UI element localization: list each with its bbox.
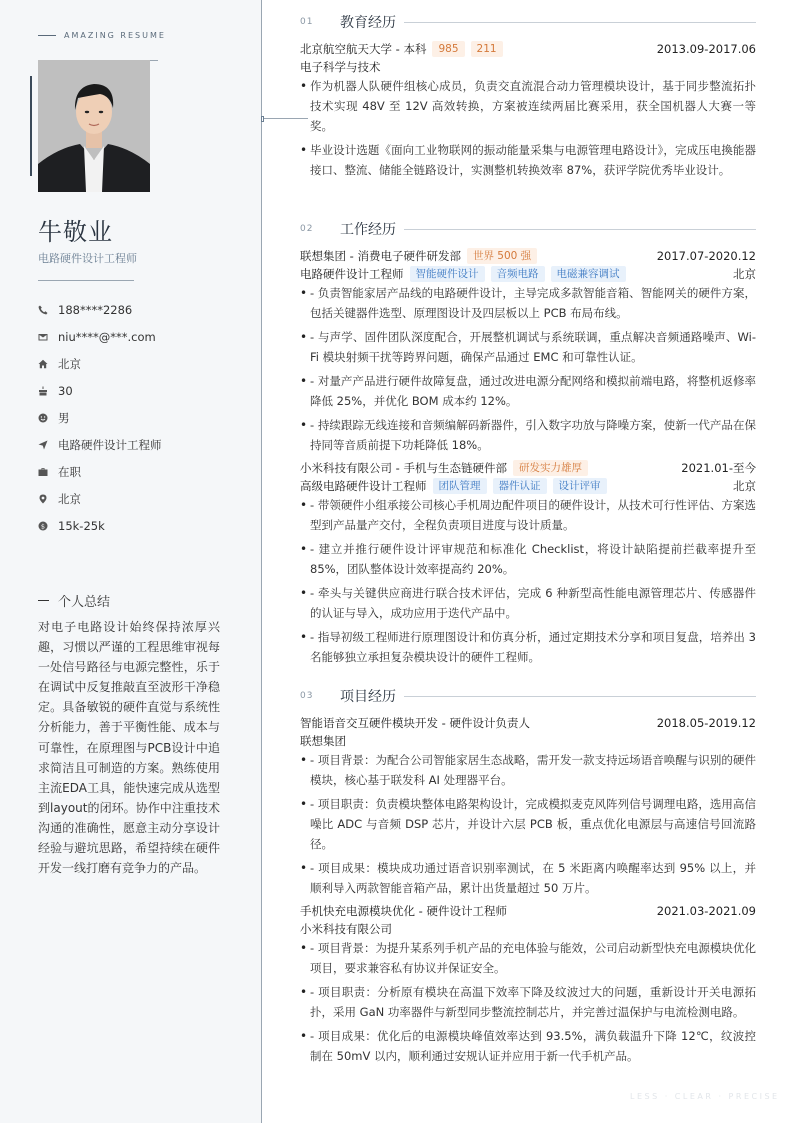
project-header-row: [300, 714, 756, 732]
info-phone: [38, 296, 162, 323]
education-major: 电子科学与技术: [300, 60, 381, 74]
job-header-row: [300, 247, 756, 265]
briefcase-icon: [38, 467, 58, 477]
info-text: 15k-25k: [58, 518, 105, 533]
brand-label: [38, 31, 166, 40]
skill-tag: 电磁兼容调试: [551, 266, 626, 282]
company-tag: 研发实力雄厚: [513, 460, 588, 476]
send-icon: [38, 440, 58, 450]
education-bullets: [300, 76, 756, 184]
skill-tag: 设计评审: [553, 478, 607, 494]
profile-name: 牛敬业: [38, 218, 113, 246]
photo-accent-bar: [30, 76, 32, 176]
info-email: [38, 323, 162, 350]
project-bullets: [300, 938, 756, 1070]
project-name: 手机快充电源模块优化 - 硬件设计工程师: [300, 904, 507, 918]
info-target-city: [38, 485, 162, 512]
list-item: • - 持续跟踪无线连接和音频编解码新器件，引入数字功放与降噪方案，使新一代产品在保持同等音质前提下功耗降低 18%。: [300, 415, 756, 455]
skill-tag: 器件认证: [493, 478, 547, 494]
skill-tag: 团队管理: [433, 478, 487, 494]
education-header-row: [300, 40, 756, 58]
list-item: • - 项目背景：为配合公司智能家居生态战略，需开发一款支持远场语音唤醒与识别的硬件模块，核心基于联发科 AI 处理器平台。: [300, 750, 756, 790]
info-text: 北京: [58, 356, 81, 371]
list-item: • - 项目成果：优化后的电源模块峰值效率达到 93.5%，满负载温升下降 12℃，纹波控制在 50mV 以内，顺利通过安规认证并应用于新一代手机产品。: [300, 1026, 756, 1066]
tag: 211: [471, 41, 503, 57]
home-icon: [38, 359, 58, 369]
job-bullets: [300, 495, 756, 671]
section-title: 项目经历: [340, 689, 396, 705]
section-rule: [404, 229, 756, 230]
list-item: • 毕业设计选题《面向工业物联网的振动能量采集与电源管理电路设计》，完成压电換能器接口、整流、储能全链路设计，实测整机转换效率 87%，获评学院优秀毕业设计。: [300, 140, 756, 180]
location-pin-icon: [38, 494, 58, 504]
job-city: 北京: [733, 267, 756, 281]
profile-role: 电路硬件设计工程师: [38, 252, 137, 265]
info-gender: [38, 404, 162, 431]
job-period: 2017.07-2020.12: [656, 249, 756, 263]
svg-text:$: $: [40, 521, 46, 530]
company-name: 小米科技有限公司 - 手机与生态链硬件部: [300, 461, 507, 475]
job-position-row: [300, 265, 756, 283]
project-period: 2021.03-2021.09: [656, 904, 756, 918]
summary-heading: [38, 591, 110, 610]
contact-info-list: [38, 296, 162, 539]
summary-text: 对电子电路设计始终保持浓厚兴趣，习惯以严谨的工程思维审视每一处信号路径与电源完整性，乐于在调试中反复推敲直至波形干净稳定。具备敏锐的硬件直觉与系统性分析能力，善于平衡性能、成本与可靠性，在原理图与PCB设计中追求简洁且可制造的方案。熟练使用主流EDA工具，能快速完成从选型到layout的闭环。协作中注重技术沟通的准确性，愿意主动分享设计经验与避坑思路，希望持续在硬件开发一线打磨有竞争力的产品。: [38, 620, 220, 876]
list-item: • - 建立并推行硬件设计评审规范和标准化 Checklist，将设计缺陷提前拦截率提升至 85%，团队整体设计效率提高约 20%。: [300, 539, 756, 579]
list-item: • - 项目职责：分析原有模块在高温下效率下降及纹波过大的问题，重新设计开关电源拓扑，采用 GaN 功率器件与新型同步整流控制芯片，并完善过温保护与电流检测电路。: [300, 982, 756, 1022]
section-title: 工作经历: [340, 222, 396, 238]
phone-icon: [38, 305, 58, 315]
section-title: 教育经历: [340, 15, 396, 31]
info-target-position: [38, 431, 162, 458]
info-age: [38, 377, 162, 404]
skill-tag: 音频电路: [491, 266, 545, 282]
list-item: • - 指导初级工程师进行原理图设计和仿真分析，通过定期技术分享和项目复盘，培养出 3 名能够独立承担复杂模块设计的硬件工程师。: [300, 627, 756, 667]
section-number: 01: [300, 17, 314, 27]
brand-text: AMAZING RESUME: [64, 31, 166, 40]
work-section-heading: [300, 219, 756, 239]
info-salary: [38, 512, 162, 539]
info-status: [38, 458, 162, 485]
smile-icon: [38, 413, 58, 423]
info-text: 男: [58, 410, 70, 425]
project-bullets: [300, 750, 756, 902]
avatar: [38, 60, 150, 192]
list-item: • - 牵头与关键供应商进行联合技术评估，完成 6 种新型高性能电源管理芯片、传感器件的认证与导入，成功应用于迭代产品中。: [300, 583, 756, 623]
project-org: 联想集团: [300, 734, 346, 748]
divider: [38, 280, 134, 281]
projects-section-heading: [300, 686, 756, 706]
summary-title-text: 个人总结: [58, 595, 111, 610]
footer-watermark: LESS · CLEAR · PRECISE: [630, 1092, 780, 1101]
info-text: 在职: [58, 464, 81, 479]
education-period: 2013.09-2017.06: [656, 42, 756, 56]
cake-icon: [38, 386, 58, 396]
photo-corner-line: [150, 60, 158, 61]
mail-icon: [38, 332, 58, 342]
info-text: 30: [58, 383, 73, 398]
list-item: • - 与声学、固件团队深度配合，开展整机调试与系统联调，重点解决音频通路噪声、Wi-Fi 模块射频干扰等跨界问题，确保产品通过 EMC 和可靠性认证。: [300, 327, 756, 367]
info-text: 电路硬件设计工程师: [58, 437, 162, 452]
project-name: 智能语音交互硬件模块开发 - 硬件设计负责人: [300, 716, 530, 730]
list-item: • - 负责智能家居产品线的电路硬件设计，主导完成多款智能音箱、智能网关的硬件方案，包括关键器件选型、原理图设计及四层板以上 PCB 布局布线。: [300, 283, 756, 323]
project-org: 小米科技有限公司: [300, 922, 392, 936]
list-item: • 作为机器人队硬件组核心成员，负责交直流混合动力管理模块设计，基于同步整流拓扑技术实现 48V 至 12V 高效转换，方案被连续两届比赛采用，获全国机器人大赛一等奖。: [300, 76, 756, 136]
money-icon: [38, 521, 58, 531]
job-position-row: [300, 477, 756, 495]
education-section-heading: [300, 12, 756, 32]
info-residence: [38, 350, 162, 377]
job-period: 2021.01-至今: [681, 461, 756, 475]
info-text: 188****2286: [58, 302, 133, 317]
job-bullets: [300, 283, 756, 459]
info-text: 北京: [58, 491, 81, 506]
decorative-tick: [261, 116, 264, 122]
sidebar: [0, 0, 262, 1123]
section-number: 02: [300, 224, 314, 234]
info-text: niu****@***.com: [58, 329, 156, 344]
skill-tag: 智能硬件设计: [410, 266, 485, 282]
list-item: • - 项目成果：模块成功通过语音识别率测试，在 5 米距离内唤醒率达到 95% 以上，并顺利导入两款智能音箱产品，累计出货量超过 50 万片。: [300, 858, 756, 898]
job-position: 电路硬件设计工程师: [300, 267, 404, 281]
section-rule: [404, 696, 756, 697]
job-position: 高级电路硬件设计工程师: [300, 479, 427, 493]
list-item: • - 项目背景：为提升某系列手机产品的充电体验与能效，公司启动新型快充电源模块优化项目，要求兼容私有协议并保证安全。: [300, 938, 756, 978]
school-name: 北京航空航天大学 - 本科: [300, 42, 427, 56]
list-item: • - 对量产产品进行硬件故障复盘，通过改进电源分配网络和模拟前端电路，将整机返修率降低 25%，并优化 BOM 成本约 12%。: [300, 371, 756, 411]
list-item: • - 带领硬件小组承接公司核心手机周边配件项目的硬件设计，从技术可行性评估、方案选型到产品量产交付，全程负责项目进度与设计质量。: [300, 495, 756, 535]
tag: 985: [432, 41, 464, 57]
section-rule: [404, 22, 756, 23]
job-city: 北京: [733, 479, 756, 493]
list-item: • - 项目职责：负责模块整体电路架构设计，完成模拟麦克风阵列信号调理电路，选用高信噪比 ADC 与音频 DSP 芯片，并设计六层 PCB 板，重点优化电源层与高速信号回流路径。: [300, 794, 756, 854]
job-header-row: [300, 459, 756, 477]
company-name: 联想集团 - 消费电子硬件研发部: [300, 249, 461, 263]
project-period: 2018.05-2019.12: [656, 716, 756, 730]
section-number: 03: [300, 691, 314, 701]
company-tag: 世界 500 强: [467, 248, 537, 264]
project-header-row: [300, 902, 756, 920]
